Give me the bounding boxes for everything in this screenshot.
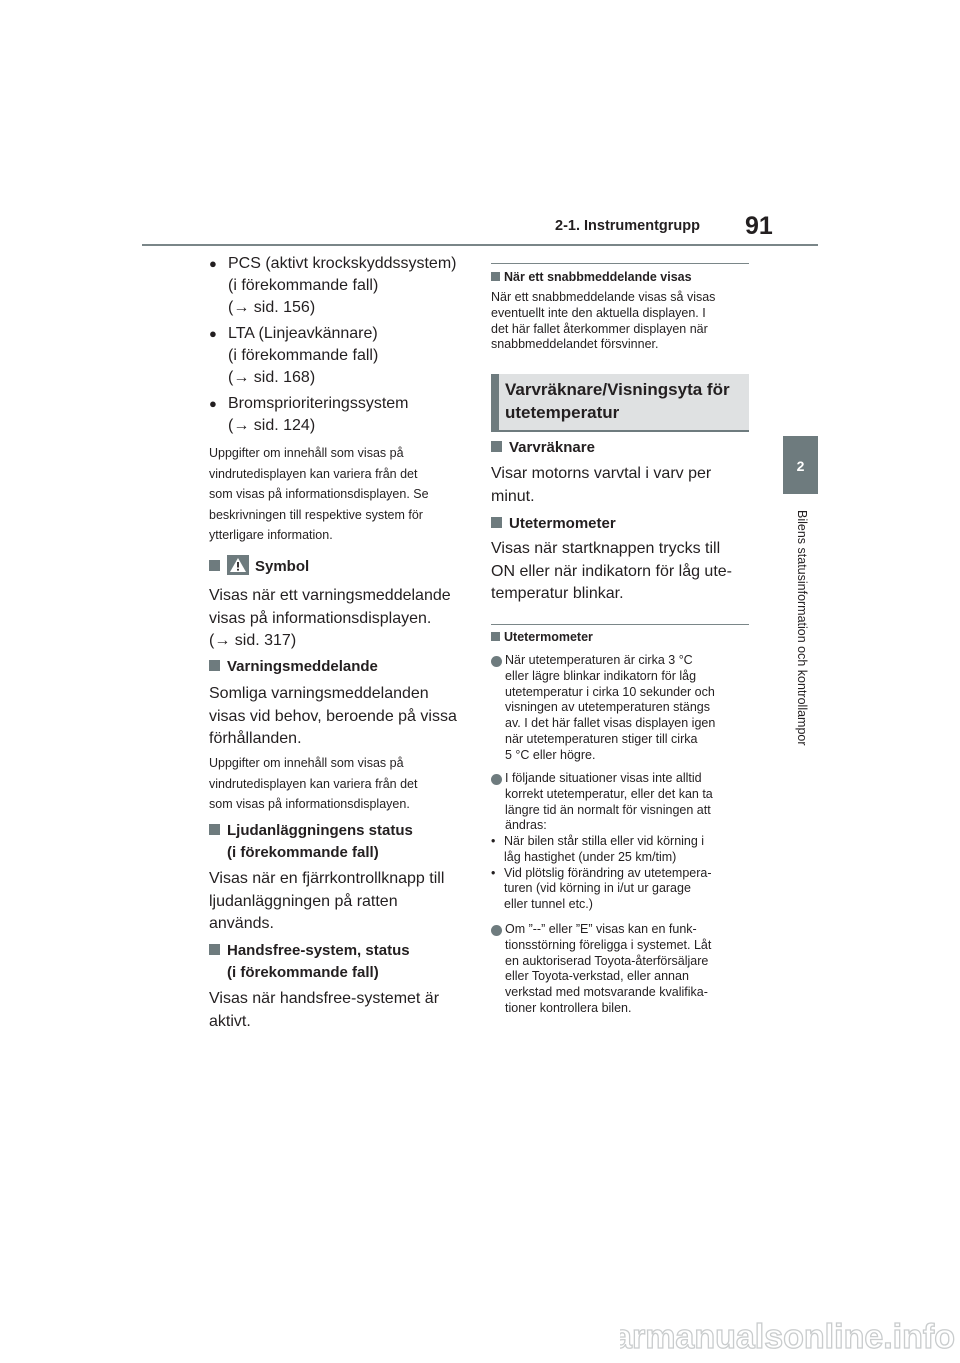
body-line: visas på informationsdisplayen. xyxy=(209,609,432,627)
sub-bullet xyxy=(491,866,749,913)
heading-text: Symbol xyxy=(255,558,310,575)
square-bullet-icon xyxy=(209,660,220,671)
note-line: eller Toyota-verkstad, eller annan xyxy=(505,969,689,984)
bullet-dot-icon: ● xyxy=(209,256,217,271)
handsfree-heading xyxy=(209,940,467,983)
note-line: När ett snabbmeddelande visas så visas xyxy=(491,290,716,304)
handsfree-body xyxy=(209,988,467,1033)
note-line: eventuellt inte den aktuella displayen. I xyxy=(491,305,706,320)
heading-text: Varvräknare xyxy=(509,439,595,456)
audio-status-body xyxy=(209,868,467,936)
sub-bullet-dot-icon: • xyxy=(491,834,496,848)
square-bullet-icon xyxy=(491,272,500,281)
body-line: används. xyxy=(209,915,274,932)
square-bullet-icon xyxy=(209,824,220,835)
note-line: vindrutedisplayen kan variera från det xyxy=(209,776,418,791)
heading-text: Ljudanläggningens status xyxy=(227,822,413,839)
note-line: När utetemperaturen är cirka 3 °C xyxy=(505,653,693,667)
note-line: Uppgifter om innehåll som visas på xyxy=(209,446,404,460)
note-line: låg hastighet (under 25 km/tim) xyxy=(504,849,677,864)
warning-message-heading xyxy=(209,656,467,678)
bullet-line: LTA (Linjeavkännare) xyxy=(228,325,378,342)
body-line: minut. xyxy=(491,487,535,505)
warning-message-body xyxy=(209,683,467,751)
note-line: tioner kontrollera bilen. xyxy=(505,1000,632,1015)
body-line: aktivt. xyxy=(209,1012,251,1030)
section-title: 2-1. Instrumentgrupp xyxy=(555,218,701,234)
note-line: som visas på informationsdisplayen. Se xyxy=(209,487,429,501)
note-hud-1 xyxy=(209,443,467,546)
tachometer-heading xyxy=(491,437,749,459)
square-bullet-icon xyxy=(209,944,220,955)
bullet-line: PCS (aktivt krockskyddssystem) xyxy=(228,255,457,272)
body-line: Somliga varningsmeddelanden xyxy=(209,685,429,702)
page-reference: (→ sid. 317) xyxy=(209,632,297,649)
note-item-3 xyxy=(491,922,749,1022)
page-number: 91 xyxy=(745,212,773,240)
note-title-text: Utetermometer xyxy=(504,630,593,644)
note-line: Uppgifter om innehåll som visas på xyxy=(209,756,404,770)
body-line: Visas när en fjärrkontrollknapp till xyxy=(209,870,445,887)
page-reference: (→ sid. 168) xyxy=(228,369,316,386)
quick-message-body xyxy=(491,290,749,353)
heading-text: Utetermometer xyxy=(509,515,616,532)
body-line: temperatur blinkar. xyxy=(491,585,624,602)
note-line: När bilen står stilla eller vid körning i xyxy=(504,834,705,848)
svg-text:carmanualsonline.info: carmanualsonline.info xyxy=(620,1318,955,1356)
square-bullet-icon xyxy=(209,560,220,571)
note-item-2-sublist xyxy=(491,834,749,913)
note-line: det här fallet återkommer displayen när xyxy=(491,321,708,336)
sub-bullet xyxy=(491,834,749,866)
note-line: som visas på informationsdisplayen. xyxy=(209,797,410,811)
warning-triangle-icon xyxy=(227,555,249,575)
bullet-line: (i förekommande fall) xyxy=(228,277,379,294)
body-line: Visas när startknappen trycks till xyxy=(491,540,721,557)
audio-status-heading xyxy=(209,820,467,863)
symbol-heading xyxy=(209,555,467,578)
note-line: snabbmeddelandet försvinner. xyxy=(491,337,659,352)
body-line: visas vid behov, beroende på vissa xyxy=(209,707,457,725)
note-line: verkstad med motsvarande kvalifika- xyxy=(505,985,708,1000)
note-line: Vid plötslig förändring av utetempera- xyxy=(504,865,712,880)
bullet-line: Bromsprioriteringssystem xyxy=(228,395,409,412)
note-line: Om ”--” eller ”E” visas kan en funk- xyxy=(505,922,697,936)
thermometer-body xyxy=(491,538,749,606)
note-line: utetemperatur i cirka 10 sekunder och xyxy=(505,684,715,699)
chapter-tab: 2 xyxy=(783,436,818,494)
note-line: visningen av utetemperaturen stängs xyxy=(505,700,710,715)
circle-bullet-icon xyxy=(491,925,502,936)
note-line: tionsstörning föreligga i systemet. Låt xyxy=(505,937,712,952)
note-line: eller lägre blinkar indikatorn för låg xyxy=(505,668,697,683)
body-line: Visas när ett varningsmeddelande xyxy=(209,587,451,604)
heading-text: (i förekommande fall) xyxy=(227,843,379,861)
circle-bullet-icon xyxy=(491,656,502,667)
note-line: turen (vid körning in i/ut ur garage xyxy=(504,881,691,896)
body-line: Visar motorns varvtal i varv per xyxy=(491,465,712,482)
note-hud-2 xyxy=(209,753,467,815)
note-rule-bottom xyxy=(491,624,749,625)
section-heading-line: utetemperatur xyxy=(505,403,620,422)
watermark-logo xyxy=(620,1312,960,1358)
thermometer-heading xyxy=(491,513,749,535)
quick-message-title xyxy=(491,270,749,284)
note-line: av. I det här fallet visas displayen igen xyxy=(505,716,716,731)
page-reference: (→ sid. 156) xyxy=(228,299,316,316)
bullet-line: (i förekommande fall) xyxy=(228,347,379,364)
note-line: vindrutedisplayen kan variera från det xyxy=(209,466,418,481)
tachometer-body xyxy=(491,463,749,508)
note-line: korrekt utetemperatur, eller det kan ta xyxy=(505,786,713,801)
thermometer-note-title xyxy=(491,630,749,644)
section-heading-line: Varvräknare/Visningsyta för xyxy=(505,380,730,399)
square-bullet-icon xyxy=(491,441,502,452)
note-line: ytterligare information. xyxy=(209,528,333,542)
note-line: eller tunnel etc.) xyxy=(504,897,593,912)
symbol-body xyxy=(209,585,467,653)
note-item-1 xyxy=(491,653,749,765)
section-heading-box xyxy=(491,374,749,432)
body-line: ON eller när indikatorn för låg ute- xyxy=(491,562,732,580)
note-line: ändras: xyxy=(505,818,547,833)
body-line: förhållanden. xyxy=(209,730,302,747)
section-heading-bar xyxy=(491,374,499,432)
note-line: när utetemperaturen stiger till cirka xyxy=(505,731,698,746)
note-title-text: När ett snabbmeddelande visas xyxy=(504,270,692,284)
page-reference: (→ sid. 124) xyxy=(228,417,316,434)
circle-bullet-icon xyxy=(491,774,502,785)
note-line: en auktoriserad Toyota-återförsäljare xyxy=(505,953,709,968)
note-line: I följande situationer visas inte alltid xyxy=(505,771,702,785)
bullet-dot-icon: ● xyxy=(209,326,217,341)
heading-text: Varningsmeddelande xyxy=(227,658,378,675)
chapter-label xyxy=(778,510,826,800)
sub-bullet-dot-icon: • xyxy=(491,865,496,880)
square-bullet-icon xyxy=(491,632,500,641)
heading-text: Handsfree-system, status xyxy=(227,942,410,959)
note-rule-top xyxy=(491,263,749,264)
note-line: 5 °C eller högre. xyxy=(505,747,596,762)
heading-text: (i förekommande fall) xyxy=(227,963,379,981)
body-line: Visas när handsfree-systemet är xyxy=(209,990,440,1007)
note-line: beskrivningen till respektive system för xyxy=(209,507,423,522)
bullet-dot-icon: ● xyxy=(209,396,217,411)
chapter-label-text: Bilens statusinformation och kontrollampor xyxy=(795,510,809,746)
body-line: ljudanläggningen på ratten xyxy=(209,892,398,910)
header-rule xyxy=(142,244,818,246)
square-bullet-icon xyxy=(491,517,502,528)
note-line: längre tid än normalt för visningen att xyxy=(505,802,711,817)
